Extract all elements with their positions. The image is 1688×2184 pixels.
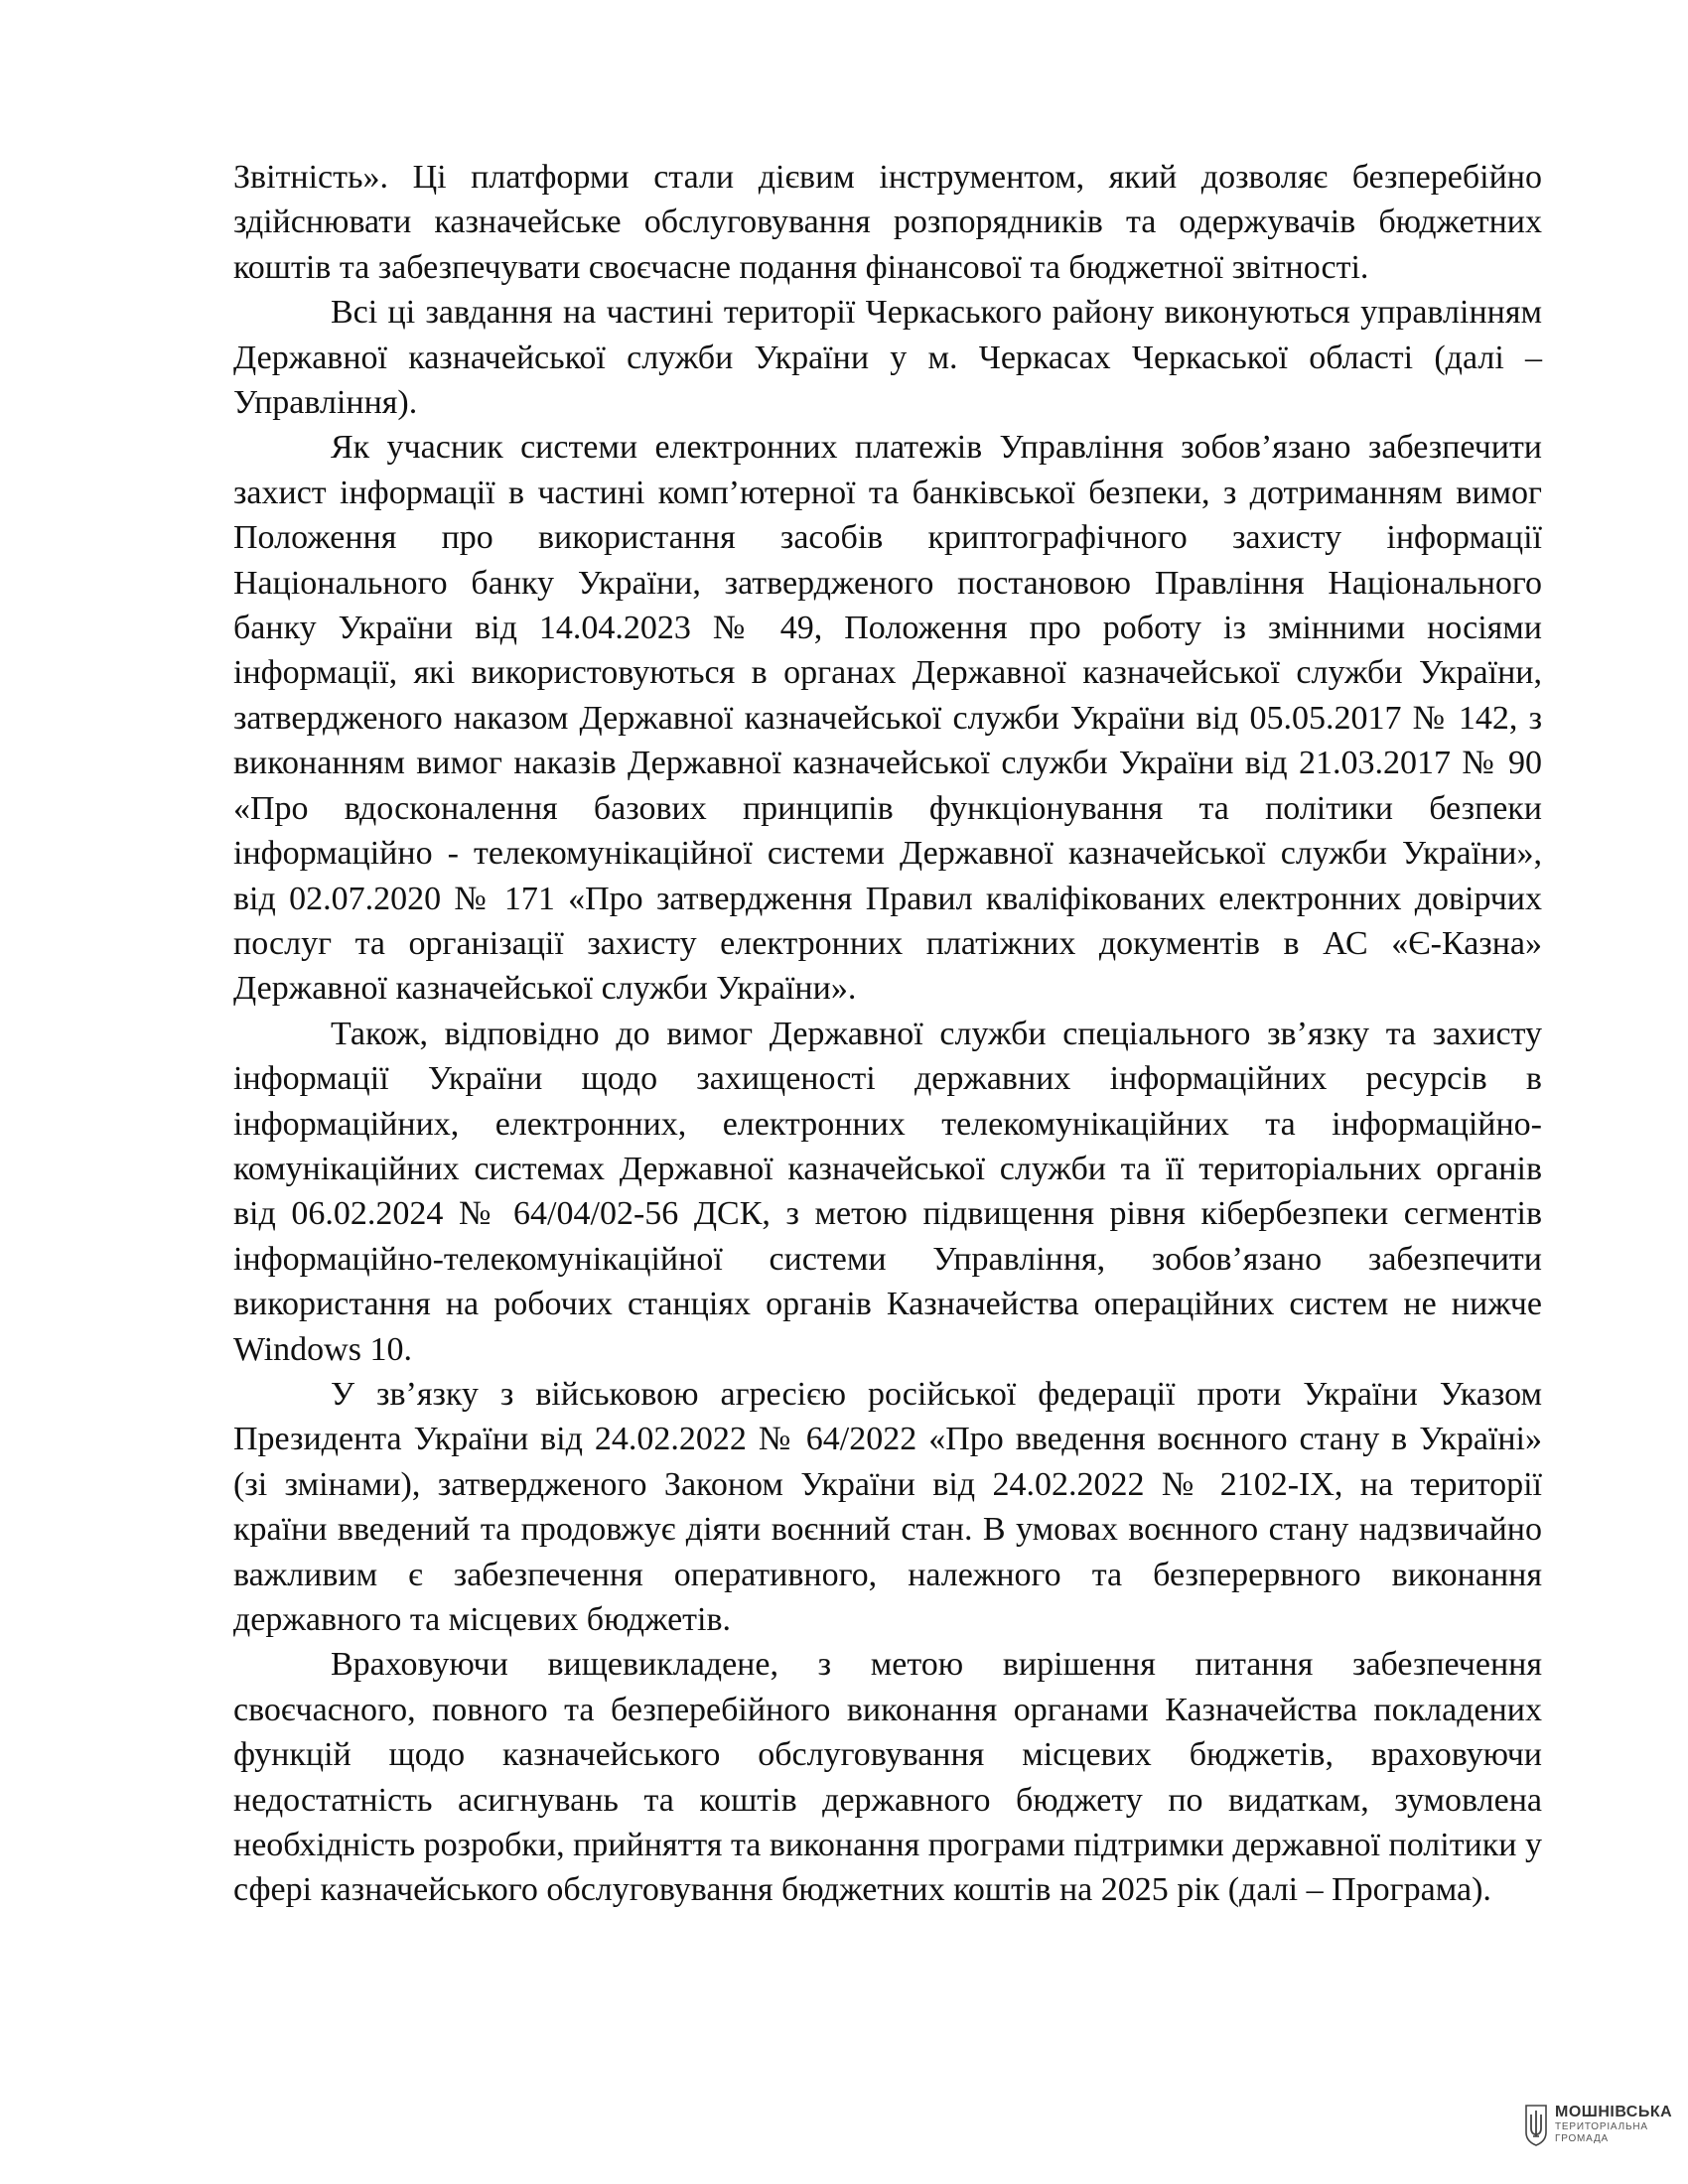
document-body <box>233 155 1542 1913</box>
paragraph-information-security: Також, відповідно до вимог Державної служби спеціального зв’язку та захисту інформації України щодо захищеності державних інформаційних ресурсів в інформаційних, електронних, електронних телекомунікаційних та інформаційно-комунікаційних системах Державної казначейської служби та її територіальних органів від 06.02.2024 № 64/04/02-56 ДСК, з метою підвищення рівня кібербезпеки сегментів інформаційно-телекомунікаційної системи Управління, зобов’язано забезпечити використання на робочих станціях органів Казначейства операційних систем не нижче Windows 10. <box>233 1015 1542 1368</box>
paragraph-continuation: Звітність». Ці платформи стали дієвим інструментом, який дозволяє безперебійно здійснювати казначейське обслуговування розпорядників та одержувачів бюджетних коштів та забезпечувати своєчасне подання фінансової та бюджетної звітності. <box>233 159 1542 286</box>
community-watermark <box>1523 2103 1672 2146</box>
trident-emblem-icon <box>1523 2103 1549 2146</box>
paragraph-program-conclusion: Враховуючи вищевикладене, з метою вирішення питання забезпечення своєчасного, повного та безперебійного виконання органами Казначейства покладених функцій щодо казначейського обслуговування місцевих бюджетів, враховуючи недостатність асигнувань та коштів державного бюджету по видаткам, зумовлена необхідність розробки, прийняття та виконання програми підтримки державної політики у сфері казначейського обслуговування бюджетних коштів на 2025 рік (далі – Програма). <box>233 1646 1542 1909</box>
paragraph-electronic-payments: Як учасник системи електронних платежів Управління зобов’язано забезпечити захист інформації в частині комп’ютерної та банківської безпеки, з дотриманням вимог Положення про використання засобів криптографічного захисту інформації Національного банку України, затвердженого постановою Правління Національного банку України від 14.04.2023 № 49, Положення про роботу із змінними носіями інформації, які використовуються в органах Державної казначейської служби України, затвердженого наказом Державної казначейської служби України від 05.05.2017 № 142, з виконанням вимог наказів Державної казначейської служби України від 21.03.2017 № 90 «Про вдосконалення базових принципів функціонування та політики безпеки інформаційно - телекомунікаційної системи Державної казначейської служби України», від 02.07.2020 № 171 «Про затвердження Правил кваліфікованих електронних довірчих послуг та організації захисту електронних платіжних документів в АС «Є-Казна» Державної казначейської служби України». <box>233 429 1542 1008</box>
watermark-subtitle-line2: ГРОМАДА <box>1555 2133 1610 2144</box>
paragraph-martial-law: У зв’язку з військовою агресією російської федерації проти України Указом Президента України від 24.02.2022 № 64/2022 «Про введення воєнного стану в Україні» (зі змінами), затвердженого Законом України від 24.02.2022 № 2102-IX, на території країни введений та продовжує діяти воєнний стан. В умовах воєнного стану надзвичайно важливим є забезпечення оперативного, належного та безперервного виконання державного та місцевих бюджетів. <box>233 1375 1542 1638</box>
paragraph-responsibilities: Всі ці завдання на частині території Черкаського району виконуються управлінням Державної казначейської служби України у м. Черкасах Черкаської області (далі – Управління). <box>233 294 1542 422</box>
watermark-text <box>1555 2105 1672 2144</box>
watermark-subtitle-line1: ТЕРИТОРІАЛЬНА <box>1555 2121 1648 2132</box>
watermark-title: МОШНІВСЬКА <box>1555 2104 1673 2120</box>
